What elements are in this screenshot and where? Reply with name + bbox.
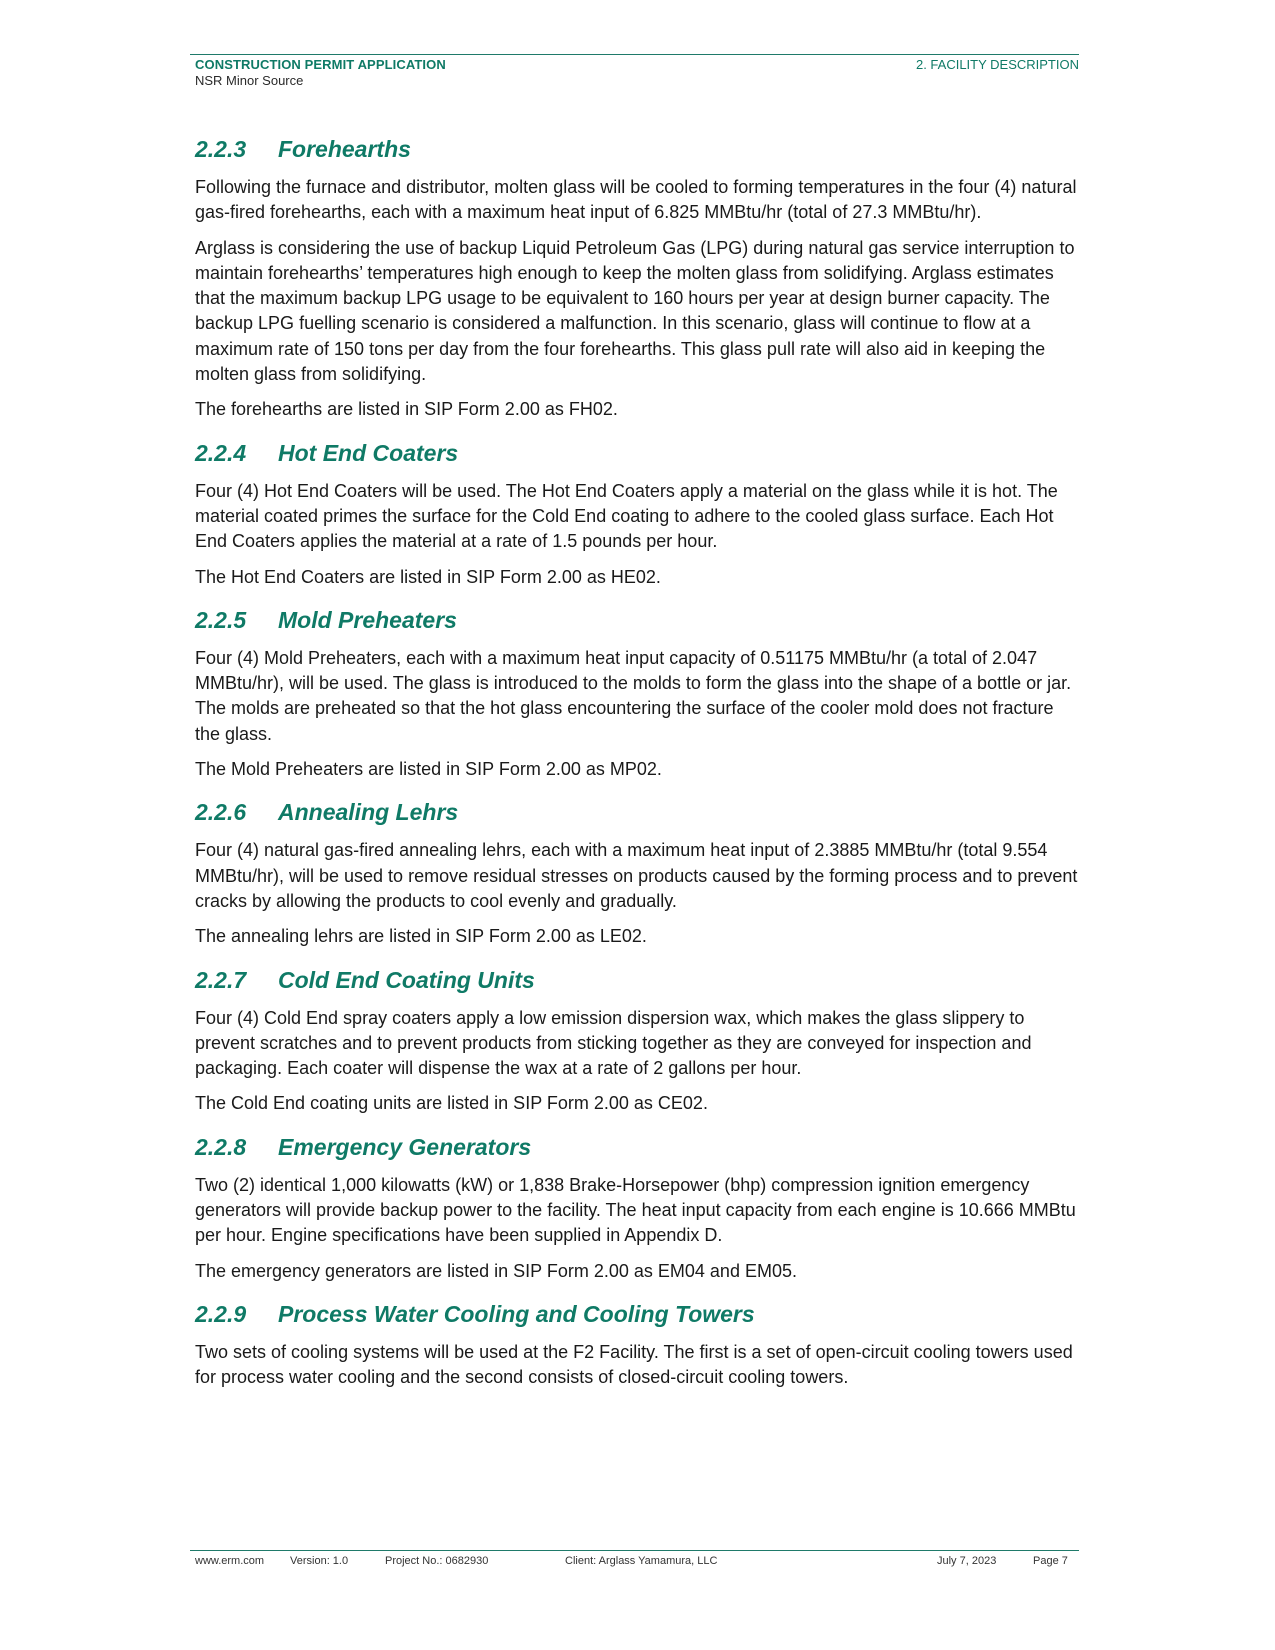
section-title: Process Water Cooling and Cooling Towers [278,1300,755,1327]
paragraph: The Hot End Coaters are listed in SIP Form 2.00 as HE02. [195,566,661,587]
footer-project: Project No.: 0682930 [385,1555,489,1567]
section-title: Cold End Coating Units [278,966,535,993]
section-2-2-9 [195,1298,1080,1391]
section-number: 2.2.5 [195,606,247,633]
section-2-2-4 [195,437,1080,590]
paragraph: Following the furnace and distributor, molten glass will be cooled to forming temperatures in the four (4) natural gas-fired forehearths, each with a maximum heat input of 6.825 MMBtu/hr (total of 27.3 MMBtu/hr). [195,177,1077,223]
section-2-2-5 [195,604,1080,782]
paragraph: The annealing lehrs are listed in SIP Form 2.00 as LE02. [195,926,647,947]
paragraph: Two (2) identical 1,000 kilowatts (kW) or 1,838 Brake-Horsepower (bhp) compression ignition emergency generators will provide backup power to the facility. The heat input capacity from each engine is 10.666 MMBtu per hour. Engine specifications have been supplied in Appendix D. [195,1174,1076,1246]
section-heading [195,133,1080,165]
section-number: 2.2.8 [195,1133,247,1160]
section-title: Hot End Coaters [278,439,459,466]
section-number: 2.2.7 [195,966,247,993]
paragraph: Four (4) Hot End Coaters will be used. The Hot End Coaters apply a material on the glass while it is hot. The material coated primes the surface for the Cold End coating to adhere to the cooled glass surface. Each Hot End Coaters applies the material at a rate of 1.5 pounds per hour. [195,480,1058,552]
section-number: 2.2.6 [195,799,247,826]
section-heading [195,437,1080,469]
section-heading [195,796,1080,828]
footer-version: Version: 1.0 [290,1555,349,1567]
header-subtitle: NSR Minor Source [195,73,304,88]
header-title: CONSTRUCTION PERMIT APPLICATION [195,57,446,72]
header-divider [190,54,1079,55]
section-heading [195,1298,1080,1330]
document-body [195,133,1080,1405]
header-section: 2. FACILITY DESCRIPTION [915,57,1079,72]
section-2-2-8 [195,1131,1080,1284]
section-number: 2.2.9 [195,1300,247,1327]
footer-date: July 7, 2023 [937,1555,997,1567]
section-title: Mold Preheaters [278,606,457,633]
paragraph: The Cold End coating units are listed in SIP Form 2.00 as CE02. [195,1093,708,1114]
section-title: Emergency Generators [278,1133,532,1160]
paragraph: Four (4) natural gas-fired annealing lehrs, each with a maximum heat input of 2.3885 MMBtu/hr (total 9.554 MMBtu/hr), will be used to remove residual stresses on products caused by the forming process and to prevent cracks by allowing the products to cool evenly and gradually. [195,840,1078,911]
paragraph: The emergency generators are listed in SIP Form 2.00 as EM04 and EM05. [195,1260,797,1281]
section-heading [195,964,1080,996]
paragraph: Four (4) Cold End spray coaters apply a low emission dispersion wax, which makes the glass slippery to prevent scratches and to prevent products from sticking together as they are conveyed for inspection and packaging. Each coater will dispense the wax at a rate of 2 gallons per hour. [195,1007,1032,1079]
section-2-2-3 [195,133,1080,423]
section-number: 2.2.3 [195,136,247,162]
section-title: Annealing Lehrs [278,799,459,826]
footer-divider [190,1550,1079,1551]
section-number: 2.2.4 [195,439,247,466]
section-heading [195,1131,1080,1163]
footer-page-number: Page 7 [1033,1555,1068,1567]
paragraph: Two sets of cooling systems will be used at the F2 Facility. The first is a set of open-circuit cooling towers used for process water cooling and the second consists of closed-circuit cooling towers. [195,1341,1073,1388]
section-2-2-6 [195,796,1080,949]
section-heading [195,604,1080,636]
paragraph: The Mold Preheaters are listed in SIP Form 2.00 as MP02. [195,759,662,780]
footer-website: www.erm.com [195,1555,265,1567]
section-title: Forehearths [278,136,411,162]
paragraph: The forehearths are listed in SIP Form 2.00 as FH02. [195,399,618,420]
paragraph: Arglass is considering the use of backup Liquid Petroleum Gas (LPG) during natural gas service interruption to maintain forehearths’ temperatures high enough to keep the molten glass from solidifying. Arglass estimates that the maximum backup LPG usage to be equivalent to 160 hours per year at design burner capacity. The backup LPG fuelling scenario is considered a malfunction. In this scenario, glass will continue to flow at a maximum rate of 150 tons per day from the four forehearths. This glass pull rate will also aid in keeping the molten glass from solidifying. [195,237,1075,385]
section-2-2-7 [195,964,1080,1117]
footer-client: Client: Arglass Yamamura, LLC [565,1555,718,1567]
paragraph: Four (4) Mold Preheaters, each with a maximum heat input capacity of 0.51175 MMBtu/hr (a total of 2.047 MMBtu/hr), will be used. The glass is introduced to the molds to form the glass into the shape of a bottle or jar. The molds are preheated so that the hot glass encountering the surface of the cooler mold does not fracture the glass. [195,647,1072,744]
